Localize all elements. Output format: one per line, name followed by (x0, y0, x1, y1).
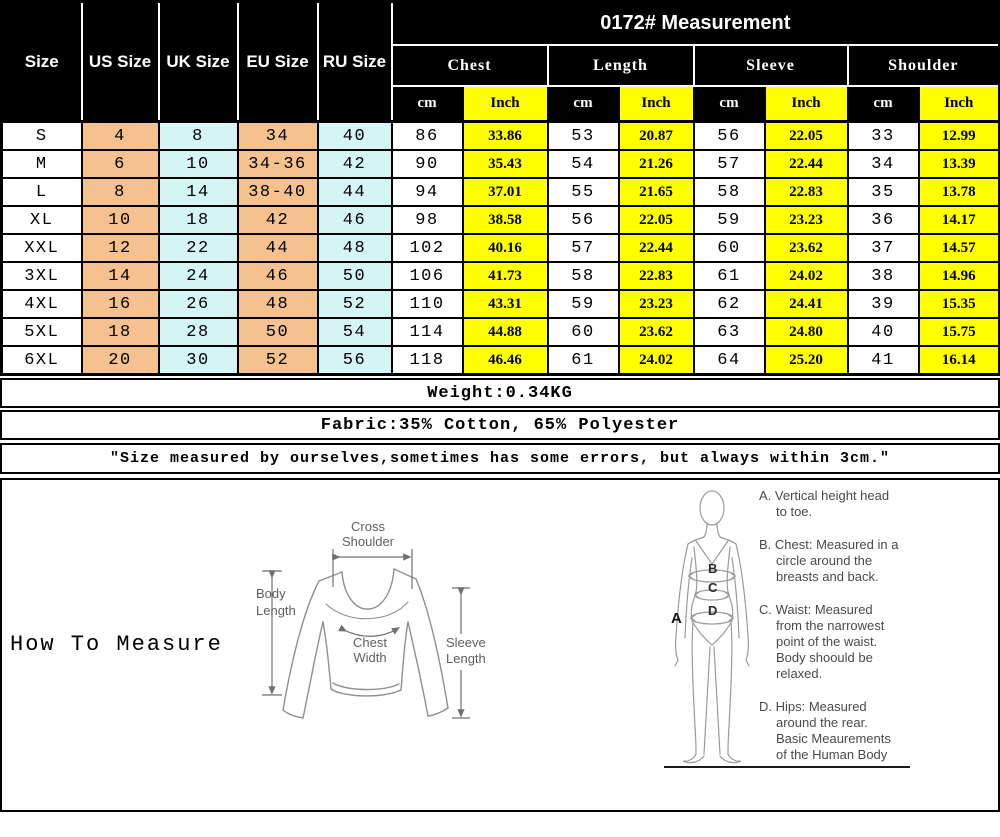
figure-label-a: A (671, 610, 682, 627)
cell-shoulder-cm: 35 (848, 178, 919, 206)
cell-ru-size: 50 (318, 262, 392, 290)
cell-length-cm: 59 (548, 290, 619, 318)
how-to-measure-section (0, 478, 1000, 812)
cell-sleeve-cm: 61 (694, 262, 765, 290)
cell-sleeve-inch: 23.62 (765, 234, 848, 262)
cell-length-cm: 57 (548, 234, 619, 262)
cell-sleeve-cm: 58 (694, 178, 765, 206)
cell-shoulder-inch: 16.14 (919, 346, 1000, 375)
table-row (2, 290, 1000, 318)
cell-chest-inch: 40.16 (463, 234, 548, 262)
unit-header-length-inch: Inch (619, 86, 694, 122)
cell-chest-inch: 35.43 (463, 150, 548, 178)
cell-chest-inch: 38.58 (463, 206, 548, 234)
cell-us-size: 14 (82, 262, 159, 290)
cell-us-size: 10 (82, 206, 159, 234)
measure-note: A. Vertical height head to toe. (759, 488, 890, 519)
cell-shoulder-inch: 15.75 (919, 318, 1000, 346)
cell-length-cm: 58 (548, 262, 619, 290)
cell-sleeve-inch: 22.83 (765, 178, 848, 206)
cell-length-inch: 22.05 (619, 206, 694, 234)
cell-sleeve-cm: 64 (694, 346, 765, 375)
measure-note: D. Hips: Measured around the rear. Basic Meaurements of the Human Body (759, 699, 891, 762)
cell-length-inch: 23.62 (619, 318, 694, 346)
label-chest-width-1: Chest (353, 635, 387, 650)
table-row (2, 234, 1000, 262)
col-header-size: Size (2, 2, 82, 122)
cell-eu-size: 44 (238, 234, 318, 262)
cell-shoulder-cm: 33 (848, 122, 919, 151)
cell-sleeve-inch: 24.41 (765, 290, 848, 318)
cell-length-inch: 21.65 (619, 178, 694, 206)
size-chart-table (0, 0, 1000, 376)
group-header-shoulder: Shoulder (848, 45, 1000, 86)
label-body-length-2: Length (256, 603, 296, 618)
cell-size: XXL (2, 234, 82, 262)
group-header-sleeve: Sleeve (694, 45, 848, 86)
group-header-length: Length (548, 45, 694, 86)
cell-ru-size: 54 (318, 318, 392, 346)
unit-header-shoulder-cm: cm (848, 86, 919, 122)
cell-chest-inch: 44.88 (463, 318, 548, 346)
cell-chest-cm: 118 (392, 346, 463, 375)
cell-sleeve-cm: 63 (694, 318, 765, 346)
cell-uk-size: 26 (159, 290, 238, 318)
cell-chest-cm: 90 (392, 150, 463, 178)
unit-header-shoulder-inch: Inch (919, 86, 1000, 122)
cell-us-size: 6 (82, 150, 159, 178)
cell-ru-size: 44 (318, 178, 392, 206)
cell-length-cm: 56 (548, 206, 619, 234)
cell-ru-size: 52 (318, 290, 392, 318)
col-header-eu-size: EU Size (238, 2, 318, 122)
unit-header-chest-inch: Inch (463, 86, 548, 122)
cell-uk-size: 10 (159, 150, 238, 178)
col-header-ru-size: RU Size (318, 2, 392, 122)
label-chest-width-2: Width (353, 650, 387, 665)
cell-shoulder-inch: 14.57 (919, 234, 1000, 262)
cell-uk-size: 8 (159, 122, 238, 151)
cell-eu-size: 46 (238, 262, 318, 290)
cell-chest-cm: 94 (392, 178, 463, 206)
cell-sleeve-inch: 22.44 (765, 150, 848, 178)
size-table-body (2, 122, 1000, 375)
cell-sleeve-cm: 56 (694, 122, 765, 151)
cell-length-inch: 24.02 (619, 346, 694, 375)
cell-sleeve-cm: 60 (694, 234, 765, 262)
cell-ru-size: 40 (318, 122, 392, 151)
measure-note: B. Chest: Measured in a circle around the breasts and back. (759, 537, 899, 584)
cell-chest-inch: 41.73 (463, 262, 548, 290)
cell-size: 4XL (2, 290, 82, 318)
cell-sleeve-cm: 59 (694, 206, 765, 234)
table-row (2, 346, 1000, 375)
cell-ru-size: 42 (318, 150, 392, 178)
cell-sleeve-cm: 57 (694, 150, 765, 178)
label-cross-shoulder-1: Cross (351, 519, 385, 534)
cell-us-size: 4 (82, 122, 159, 151)
unit-header-sleeve-cm: cm (694, 86, 765, 122)
cell-length-inch: 23.23 (619, 290, 694, 318)
label-sleeve-length-2: Length (446, 651, 486, 666)
col-header-us-size: US Size (82, 2, 159, 122)
cell-shoulder-inch: 15.35 (919, 290, 1000, 318)
how-to-measure-heading: How To Measure (10, 632, 223, 657)
divider-line (664, 766, 910, 768)
cell-eu-size: 48 (238, 290, 318, 318)
cell-length-cm: 54 (548, 150, 619, 178)
group-header-chest: Chest (392, 45, 548, 86)
cell-sleeve-inch: 24.02 (765, 262, 848, 290)
cell-shoulder-cm: 41 (848, 346, 919, 375)
cell-chest-cm: 86 (392, 122, 463, 151)
cell-sleeve-cm: 62 (694, 290, 765, 318)
table-row (2, 150, 1000, 178)
cell-chest-cm: 110 (392, 290, 463, 318)
cell-length-cm: 60 (548, 318, 619, 346)
label-sleeve-length-1: Sleeve (446, 635, 486, 650)
cell-size: 6XL (2, 346, 82, 375)
unit-header-length-cm: cm (548, 86, 619, 122)
cell-uk-size: 24 (159, 262, 238, 290)
label-body-length-1: Body (256, 586, 286, 601)
cell-chest-inch: 43.31 (463, 290, 548, 318)
cell-sleeve-inch: 24.80 (765, 318, 848, 346)
cell-length-inch: 22.44 (619, 234, 694, 262)
cell-size: L (2, 178, 82, 206)
cell-chest-inch: 37.01 (463, 178, 548, 206)
label-cross-shoulder-2: Shoulder (341, 534, 395, 549)
cell-size: S (2, 122, 82, 151)
unit-header-sleeve-inch: Inch (765, 86, 848, 122)
cell-ru-size: 48 (318, 234, 392, 262)
cell-sleeve-inch: 25.20 (765, 346, 848, 375)
shirt-measure-diagram (242, 484, 582, 746)
fabric-bar: Fabric:35% Cotton, 65% Polyester (0, 410, 1000, 440)
cell-eu-size: 38-40 (238, 178, 318, 206)
cell-chest-cm: 98 (392, 206, 463, 234)
table-row (2, 122, 1000, 151)
figure-label-d: D (708, 603, 718, 618)
cell-eu-size: 34 (238, 122, 318, 151)
cell-sleeve-inch: 22.05 (765, 122, 848, 151)
cell-shoulder-cm: 34 (848, 150, 919, 178)
measure-note: C. Waist: Measured from the narrowest point of the waist. Body shoould be relaxed. (759, 602, 885, 681)
cell-size: 3XL (2, 262, 82, 290)
table-row (2, 206, 1000, 234)
cell-eu-size: 34-36 (238, 150, 318, 178)
cell-length-cm: 55 (548, 178, 619, 206)
cell-shoulder-cm: 40 (848, 318, 919, 346)
cell-sleeve-inch: 23.23 (765, 206, 848, 234)
cell-uk-size: 30 (159, 346, 238, 375)
cell-length-inch: 21.26 (619, 150, 694, 178)
cell-shoulder-inch: 13.39 (919, 150, 1000, 178)
cell-us-size: 8 (82, 178, 159, 206)
cell-size: 5XL (2, 318, 82, 346)
cell-size: M (2, 150, 82, 178)
cell-us-size: 12 (82, 234, 159, 262)
cell-uk-size: 18 (159, 206, 238, 234)
cell-shoulder-inch: 14.96 (919, 262, 1000, 290)
table-row (2, 318, 1000, 346)
cell-chest-cm: 114 (392, 318, 463, 346)
cell-size: XL (2, 206, 82, 234)
measure-notes (759, 488, 929, 780)
cell-ru-size: 56 (318, 346, 392, 375)
weight-bar: Weight:0.34KG (0, 378, 1000, 408)
cell-chest-cm: 102 (392, 234, 463, 262)
cell-ru-size: 46 (318, 206, 392, 234)
cell-shoulder-inch: 13.78 (919, 178, 1000, 206)
col-header-uk-size: UK Size (159, 2, 238, 122)
cell-eu-size: 50 (238, 318, 318, 346)
cell-chest-inch: 46.46 (463, 346, 548, 375)
table-row (2, 178, 1000, 206)
cell-us-size: 16 (82, 290, 159, 318)
cell-shoulder-cm: 38 (848, 262, 919, 290)
cell-length-cm: 53 (548, 122, 619, 151)
table-row (2, 262, 1000, 290)
cell-chest-inch: 33.86 (463, 122, 548, 151)
cell-us-size: 18 (82, 318, 159, 346)
table-title: 0172# Measurement (392, 2, 1000, 46)
cell-shoulder-inch: 12.99 (919, 122, 1000, 151)
cell-shoulder-inch: 14.17 (919, 206, 1000, 234)
unit-header-chest-cm: cm (392, 86, 463, 122)
cell-eu-size: 42 (238, 206, 318, 234)
cell-shoulder-cm: 37 (848, 234, 919, 262)
cell-us-size: 20 (82, 346, 159, 375)
cell-length-inch: 22.83 (619, 262, 694, 290)
disclaimer-bar: ″Size measured by ourselves,sometimes has some errors, but always within 3cm.″ (0, 443, 1000, 474)
cell-length-cm: 61 (548, 346, 619, 375)
cell-chest-cm: 106 (392, 262, 463, 290)
cell-shoulder-cm: 36 (848, 206, 919, 234)
figure-label-c: C (708, 580, 718, 595)
cell-eu-size: 52 (238, 346, 318, 375)
figure-label-b: B (708, 561, 718, 576)
cell-shoulder-cm: 39 (848, 290, 919, 318)
cell-uk-size: 28 (159, 318, 238, 346)
cell-uk-size: 14 (159, 178, 238, 206)
cell-uk-size: 22 (159, 234, 238, 262)
cell-length-inch: 20.87 (619, 122, 694, 151)
